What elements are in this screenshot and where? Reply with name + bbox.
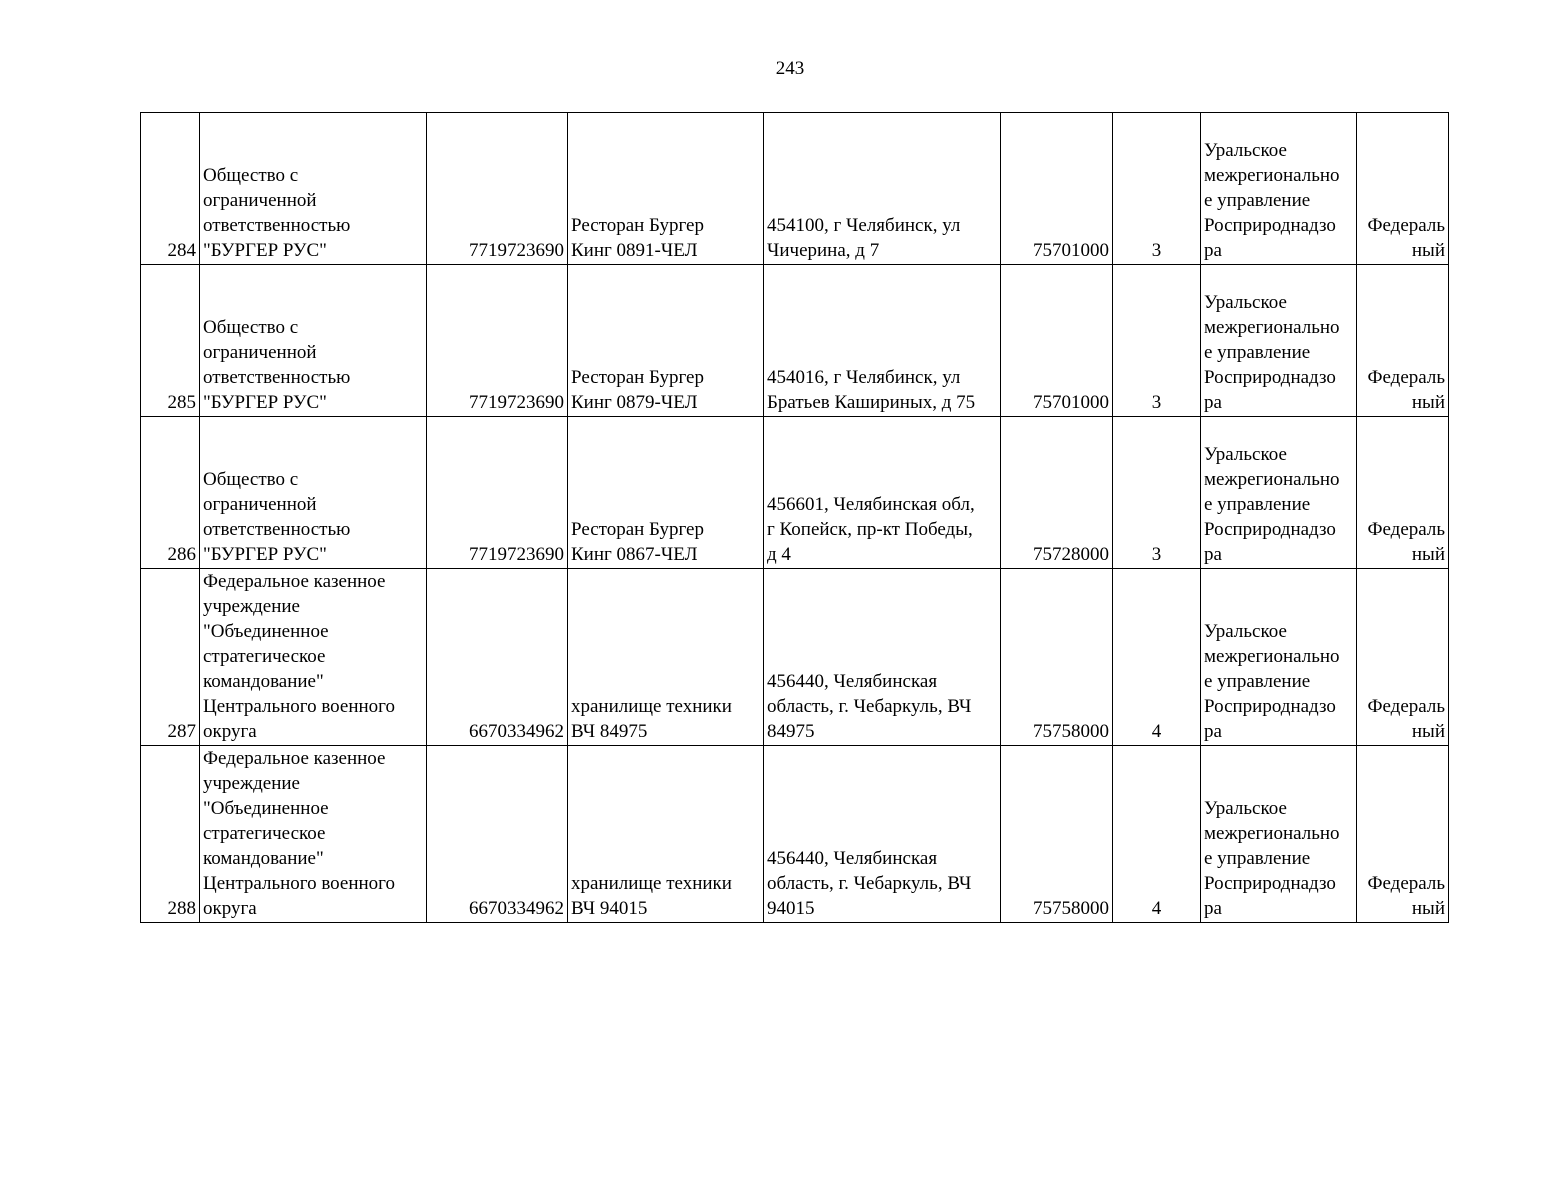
object-name: Ресторан Бургер Кинг 0867-ЧЕЛ bbox=[568, 417, 764, 569]
inn-value: 6670334962 bbox=[427, 746, 568, 923]
inn-value: 7719723690 bbox=[427, 417, 568, 569]
page-number: 243 bbox=[775, 58, 805, 79]
inn-value: 7719723690 bbox=[427, 113, 568, 265]
organization-name: Общество с ограниченной ответственностью "БУРГЕР РУС" bbox=[200, 113, 427, 265]
category-value: 3 bbox=[1113, 265, 1201, 417]
organization-name: Общество с ограниченной ответственностью "БУРГЕР РУС" bbox=[200, 417, 427, 569]
oktmo-code: 75701000 bbox=[1001, 113, 1113, 265]
row-number: 285 bbox=[141, 265, 200, 417]
organization-name: Федеральное казенное учреждение "Объединенное стратегическое командование" Центрального военного округа bbox=[200, 746, 427, 923]
inn-value: 7719723690 bbox=[427, 265, 568, 417]
object-address: 454100, г Челябинск, ул Чичерина, д 7 bbox=[764, 113, 1001, 265]
authority-name: Уральское межрегионально е управление Росприроднадзо ра bbox=[1201, 417, 1357, 569]
object-name: Ресторан Бургер Кинг 0891-ЧЕЛ bbox=[568, 113, 764, 265]
object-address: 456440, Челябинская область, г. Чебаркуль, ВЧ 94015 bbox=[764, 746, 1001, 923]
supervision-level: Федераль ный bbox=[1357, 417, 1449, 569]
supervision-level: Федераль ный bbox=[1357, 265, 1449, 417]
inn-value: 6670334962 bbox=[427, 569, 568, 746]
oktmo-code: 75758000 bbox=[1001, 746, 1113, 923]
table-row bbox=[141, 569, 1449, 746]
object-name: хранилище техники ВЧ 94015 bbox=[568, 746, 764, 923]
supervision-level: Федераль ный bbox=[1357, 113, 1449, 265]
supervision-level: Федераль ный bbox=[1357, 746, 1449, 923]
oktmo-code: 75728000 bbox=[1001, 417, 1113, 569]
authority-name: Уральское межрегионально е управление Росприроднадзо ра bbox=[1201, 113, 1357, 265]
category-value: 4 bbox=[1113, 746, 1201, 923]
oktmo-code: 75758000 bbox=[1001, 569, 1113, 746]
category-value: 4 bbox=[1113, 569, 1201, 746]
object-name: Ресторан Бургер Кинг 0879-ЧЕЛ bbox=[568, 265, 764, 417]
table-row bbox=[141, 265, 1449, 417]
object-name: хранилище техники ВЧ 84975 bbox=[568, 569, 764, 746]
object-address: 456601, Челябинская обл, г Копейск, пр-кт Победы, д 4 bbox=[764, 417, 1001, 569]
table-row bbox=[141, 113, 1449, 265]
registry-table bbox=[140, 112, 1449, 923]
row-number: 286 bbox=[141, 417, 200, 569]
row-number: 288 bbox=[141, 746, 200, 923]
authority-name: Уральское межрегионально е управление Росприроднадзо ра bbox=[1201, 265, 1357, 417]
object-address: 456440, Челябинская область, г. Чебаркуль, ВЧ 84975 bbox=[764, 569, 1001, 746]
supervision-level: Федераль ный bbox=[1357, 569, 1449, 746]
authority-name: Уральское межрегионально е управление Росприроднадзо ра bbox=[1201, 569, 1357, 746]
table-row bbox=[141, 746, 1449, 923]
category-value: 3 bbox=[1113, 417, 1201, 569]
authority-name: Уральское межрегионально е управление Росприроднадзо ра bbox=[1201, 746, 1357, 923]
row-number: 284 bbox=[141, 113, 200, 265]
organization-name: Общество с ограниченной ответственностью "БУРГЕР РУС" bbox=[200, 265, 427, 417]
row-number: 287 bbox=[141, 569, 200, 746]
organization-name: Федеральное казенное учреждение "Объединенное стратегическое командование" Центрального военного округа bbox=[200, 569, 427, 746]
object-address: 454016, г Челябинск, ул Братьев Кашириных, д 75 bbox=[764, 265, 1001, 417]
oktmo-code: 75701000 bbox=[1001, 265, 1113, 417]
table-row bbox=[141, 417, 1449, 569]
category-value: 3 bbox=[1113, 113, 1201, 265]
